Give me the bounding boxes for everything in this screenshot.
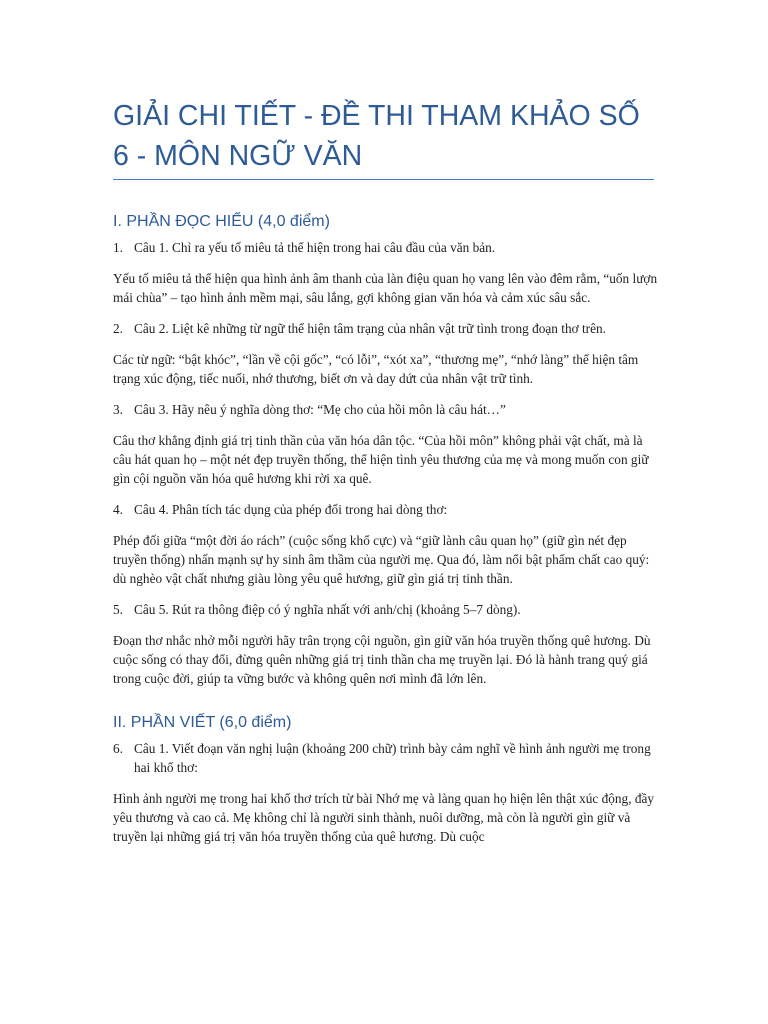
question-number: 4. — [113, 502, 123, 517]
question-item — [113, 319, 658, 338]
answer-paragraph: Hình ảnh người mẹ trong hai khổ thơ trích từ bài Nhớ mẹ và làng quan họ hiện lên thật xúc động, đầy yêu thương và cao cả. Mẹ không chỉ là người sinh thành, nuôi dưỡng, mà còn là người gìn giữ và truyền lại những giá trị văn hóa truyền thống của quê hương. Dù cuộc — [113, 791, 655, 844]
question-text: Câu 4. Phân tích tác dụng của phép đối trong hai dòng thơ: — [134, 502, 448, 517]
question-number: 1. — [113, 240, 123, 255]
question-item — [113, 600, 658, 619]
question-text: Câu 3. Hãy nêu ý nghĩa dòng thơ: “Mẹ cho của hồi môn là câu hát…” — [134, 402, 506, 417]
question-number: 5. — [113, 602, 123, 617]
answer-paragraph: Phép đối giữa “một đời áo rách” (cuộc sống khổ cực) và “giữ lành câu quan họ” (giữ gìn nét đẹp truyền thống) nhấn mạnh sự hy sinh âm thầm của người mẹ. Qua đó, làm nổi bật phẩm chất cao quý: dù nghèo vật chất nhưng giàu lòng yêu quê hương, giữ gìn giá trị tinh thần. — [113, 533, 650, 586]
question-item — [113, 238, 658, 257]
question-item — [113, 739, 658, 777]
question-text: Câu 1. Viết đoạn văn nghị luận (khoảng 200 chữ) trình bày cảm nghĩ về hình ảnh người mẹ trong hai khổ thơ: — [134, 741, 651, 775]
question-text: Câu 1. Chỉ ra yếu tố miêu tả thể hiện trong hai câu đầu của văn bản. — [134, 240, 496, 255]
answer-paragraph: Yếu tố miêu tả thể hiện qua hình ảnh âm thanh của làn điệu quan họ vang lên vào đêm rằm, “uốn lượn mái chùa” – tạo hình ảnh mềm mại, sâu lắng, gợi không gian văn hóa và cảm xúc sâu sắc. — [113, 271, 658, 305]
title-divider — [113, 179, 654, 180]
question-number: 6. — [113, 741, 123, 756]
question-text: Câu 2. Liệt kê những từ ngữ thể hiện tâm trạng của nhân vật trữ tình trong đoạn thơ trên. — [134, 321, 606, 336]
question-number: 2. — [113, 321, 123, 336]
answer-paragraph: Đoạn thơ nhắc nhở mỗi người hãy trân trọng cội nguồn, gìn giữ văn hóa truyền thống quê hương. Dù cuộc sống có thay đổi, đừng quên những giá trị tinh thần cha mẹ truyền lại. Đó là hành trang quý giá trong cuộc đời, giúp ta vững bước và không quên nơi mình đã lớn lên. — [113, 633, 651, 686]
question-text: Câu 5. Rút ra thông điệp có ý nghĩa nhất với anh/chị (khoảng 5–7 dòng). — [134, 602, 521, 617]
answer-paragraph: Các từ ngữ: “bật khóc”, “lần về cội gốc”, “có lỗi”, “xót xa”, “thương mẹ”, “nhớ làng” thể hiện tâm trạng xúc động, tiếc nuối, nhớ thương, biết ơn và day dứt của nhân vật trữ tình. — [113, 352, 639, 386]
section-heading-writing: II. PHẦN VIẾT (6,0 điểm) — [113, 714, 292, 731]
question-number: 3. — [113, 402, 123, 417]
question-item — [113, 400, 658, 419]
document-body — [113, 212, 658, 858]
page-title: GIẢI CHI TIẾT - ĐỀ THI THAM KHẢO SỐ 6 - MÔN NGỮ VĂN — [113, 100, 640, 172]
section-heading-reading: I. PHẦN ĐỌC HIỂU (4,0 điểm) — [113, 213, 330, 230]
answer-paragraph: Câu thơ khẳng định giá trị tinh thần của văn hóa dân tộc. “Của hồi môn” không phải vật chất, mà là câu hát quan họ – một nét đẹp truyền thống, thể hiện tình yêu thương của mẹ và mong muốn con giữ gìn cội nguồn văn hóa quê hương khi rời xa quê. — [113, 433, 649, 486]
question-item — [113, 500, 658, 519]
